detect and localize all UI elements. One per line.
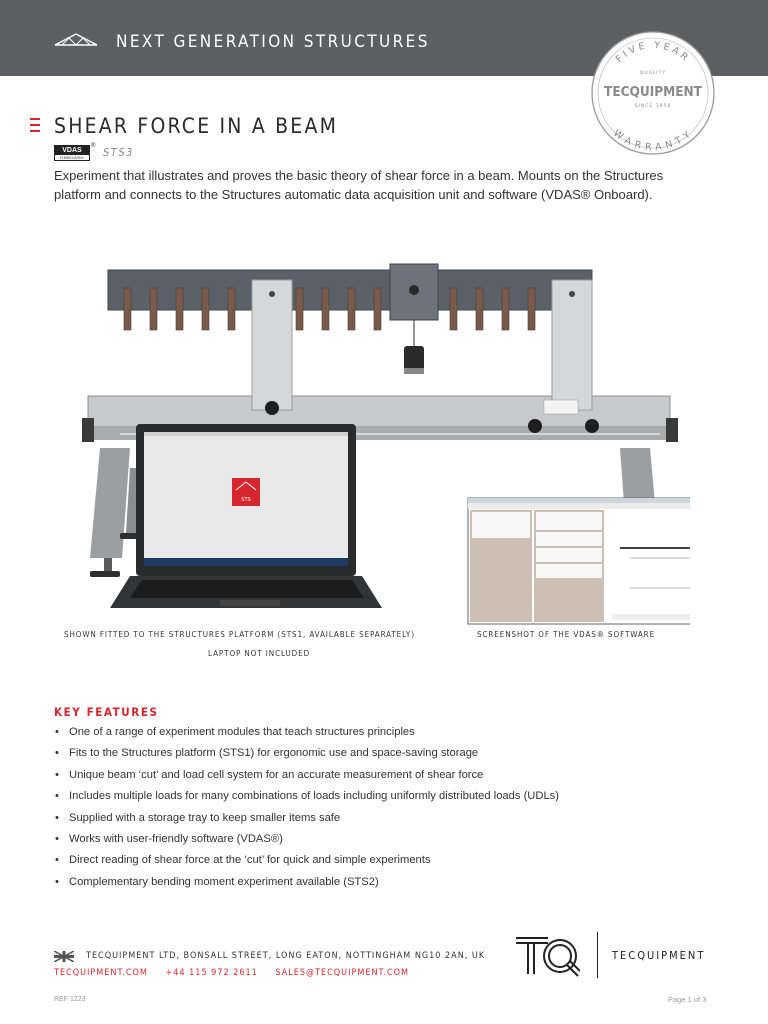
seal-quality: QUALITY [639,71,667,76]
red-bars-icon [30,118,40,132]
badge-registered-mark: ® [91,143,96,149]
footer-contact [54,968,423,978]
footer-email-link[interactable]: SALES@TECQUIPMENT.COM [275,968,409,978]
list-item: • Unique beam ‘cut’ and load cell system for an accurate measurement of shear force [54,765,714,786]
footer-phone[interactable]: +44 115 972 2611 [165,968,258,978]
list-item: • Includes multiple loads for many combinations of loads including uniformly distributed loads (UDLs) [54,786,714,807]
key-features-heading: KEY FEATURES [54,705,159,719]
uk-flag-icon [54,951,74,962]
tq-logo [514,934,580,978]
list-item: • Fits to the Structures platform (STS1) for ergonomic use and space-saving storage [54,743,714,764]
caption-platform: SHOWN FITTED TO THE STRUCTURES PLATFORM (STS1, AVAILABLE SEPARATELY) [64,630,415,639]
key-features-list [54,722,714,893]
laptop-screen-label: STS [241,497,251,503]
caption-software: SCREENSHOT OF THE VDAS® SOFTWARE [477,630,656,639]
badge-top-text: VDAS [55,146,89,155]
footer-divider [597,932,598,978]
footer-brand: TECQUIPMENT [612,949,706,962]
vdas-onboard-badge [54,145,90,161]
document-reference: REF 1223 [54,996,86,1003]
seal-bottom-text: WARRANTY [611,127,696,154]
software-screenshot [468,498,690,624]
list-item: • One of a range of experiment modules that teach structures principles [54,722,714,743]
seal-brand: TECQUIPMENT [604,84,702,100]
list-item: • Direct reading of shear force at the ‘cut’ for quick and simple experiments [54,850,714,871]
footer-address: TECQUIPMENT LTD, BONSALL STREET, LONG EATON, NOTTINGHAM NG10 2AN, UK [86,951,486,961]
footer-website-link[interactable]: TECQUIPMENT.COM [54,968,148,978]
roof-truss-icon [54,32,98,46]
page-number: Page 1 of 3 [668,995,707,1004]
list-item: • Works with user-friendly software (VDAS®) [54,829,714,850]
list-item: • Supplied with a storage tray to keep smaller items safe [54,808,714,829]
page-title: SHEAR FORCE IN A BEAM [54,114,339,138]
badge-bottom-text: ONBOARD [60,155,84,160]
product-illustration [60,258,690,628]
product-description: Experiment that illustrates and proves the basic theory of shear force in a beam. Mounts on the Structures platform and connects to the Structures automatic data acquisition unit and software (VDAS® Onboard). [54,168,664,202]
header-title: NEXT GENERATION STRUCTURES [116,32,430,52]
product-code: STS3 [103,146,134,159]
seal-since: SINCE 1958 [634,104,672,109]
caption-laptop: LAPTOP NOT INCLUDED [208,649,311,658]
warranty-seal [590,30,716,156]
laptop-illustration [110,424,382,608]
list-item: • Complementary bending moment experiment available (STS2) [54,872,714,893]
seal-top-text: FIVE YEAR [613,39,693,66]
